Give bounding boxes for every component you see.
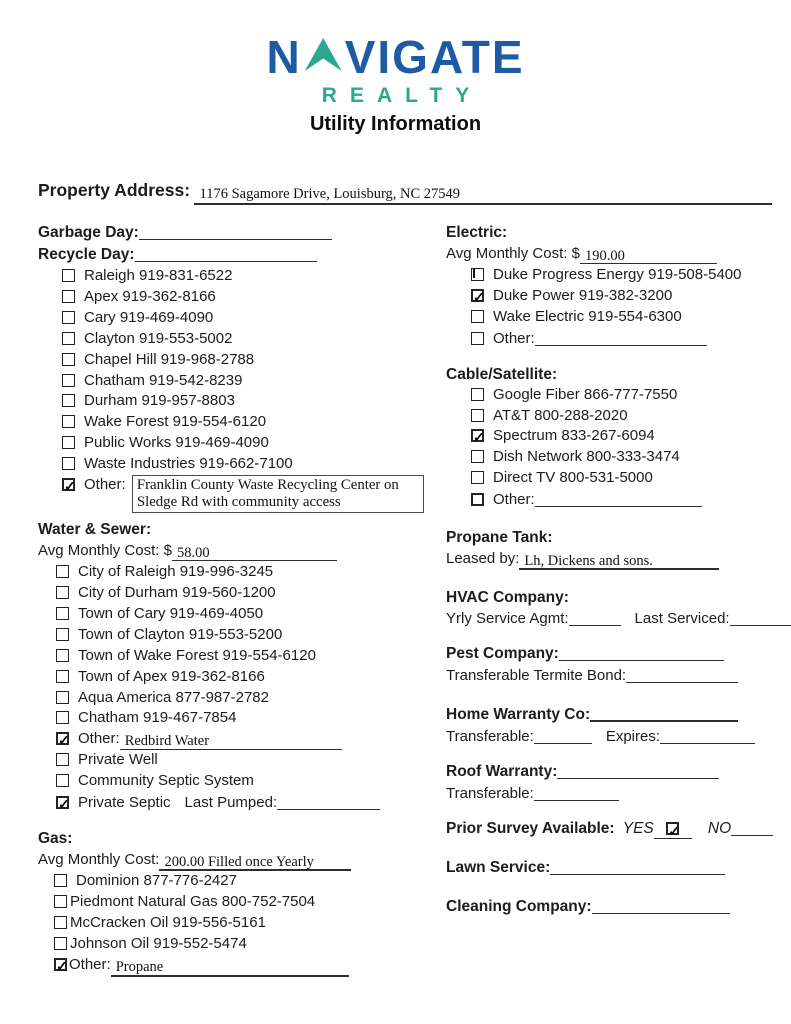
- recycle-day-field[interactable]: [135, 244, 317, 262]
- roof-transferable-label: Transferable:: [446, 785, 534, 803]
- checkbox-row: [62, 412, 440, 433]
- checkbox-row: [56, 583, 440, 604]
- navigate-logo: [0, 31, 791, 83]
- private-septic-row: [56, 792, 440, 814]
- checkbox-row: [62, 350, 440, 371]
- hw-expires-label: Expires:: [605, 728, 661, 746]
- option-label: Piedmont Natural Gas 800-752-7504: [70, 892, 316, 910]
- logo-arrow-icon: [305, 38, 342, 71]
- home-warranty-label: Home Warranty Co:: [446, 706, 591, 724]
- gas-cost-label: Avg Monthly Cost:: [38, 851, 160, 869]
- propane-heading: Propane Tank:: [446, 529, 553, 547]
- checkbox-row: [62, 266, 440, 287]
- water-cost-label: Avg Monthly Cost: $: [38, 542, 172, 560]
- checkbox-row: [56, 688, 440, 709]
- pest-company-row: [446, 643, 790, 665]
- checkbox-row: [62, 433, 440, 454]
- roof-warranty-label: Roof Warranty:: [446, 763, 558, 781]
- gas-other-value: Propane: [115, 958, 164, 975]
- property-address-row: [38, 180, 772, 205]
- water-cost-row: [38, 540, 440, 562]
- lawn-service-field[interactable]: [550, 857, 725, 875]
- water-other-checkbox[interactable]: [56, 732, 69, 745]
- option-label: Waste Industries 919-662-7100: [84, 455, 293, 473]
- checkbox-row: [56, 625, 440, 646]
- recycle-day-row: [38, 244, 440, 266]
- checkbox[interactable]: [62, 436, 75, 449]
- hvac-heading: HVAC Company:: [446, 589, 569, 607]
- water-sewer-heading: Water & Sewer:: [38, 521, 152, 539]
- electric-heading: Electric:: [446, 224, 508, 241]
- gas-other-row: [54, 955, 440, 977]
- checkbox-row: [62, 371, 440, 392]
- cleaning-company-row: [446, 896, 790, 918]
- roof-transferable-row: [446, 783, 790, 805]
- option-label: Spectrum 833-267-6094: [493, 427, 655, 445]
- garbage-other-value-line1: Franklin County Waste Recycling Center on: [136, 477, 399, 494]
- leased-by-value: Lh, Dickens and sons.: [524, 553, 653, 570]
- checkbox[interactable]: [56, 753, 69, 766]
- checkbox[interactable]: [54, 916, 67, 929]
- prior-survey-row: [446, 818, 790, 840]
- option-label: Town of Apex 919-362-8166: [78, 667, 265, 685]
- logo-realty-text: REALTY: [321, 84, 483, 107]
- water-other-row: [56, 729, 440, 750]
- checkbox[interactable]: [471, 471, 484, 484]
- garbage-other-checkbox[interactable]: [62, 478, 75, 491]
- water-cost-field[interactable]: [172, 543, 337, 561]
- option-label: Wake Electric 919-554-6300: [493, 307, 682, 325]
- gas-other-field[interactable]: [111, 958, 349, 977]
- left-column: [38, 222, 440, 977]
- checkbox[interactable]: [62, 353, 75, 366]
- checkbox[interactable]: [62, 415, 75, 428]
- home-warranty-fields-row: [446, 726, 790, 748]
- garbage-provider-list: [62, 266, 440, 513]
- water-other-field[interactable]: [120, 732, 342, 750]
- checkbox[interactable]: [56, 774, 69, 787]
- prior-survey-label: Prior Survey Available:: [446, 820, 615, 838]
- checkbox-row: [471, 447, 790, 468]
- pest-company-field[interactable]: [559, 643, 724, 661]
- option-label: Raleigh 919-831-6522: [84, 267, 233, 284]
- electric-other-label: Other:: [493, 329, 535, 347]
- checkbox-row: [471, 406, 790, 427]
- garbage-day-row: [38, 222, 440, 244]
- option-label: AT&T 800-288-2020: [493, 406, 628, 424]
- checkbox[interactable]: [56, 607, 69, 620]
- checkbox[interactable]: [62, 457, 75, 470]
- electric-other-row: [471, 328, 790, 350]
- checkbox[interactable]: [471, 388, 484, 401]
- option-label: Public Works 919-469-4090: [84, 434, 269, 452]
- checkbox-row: [471, 286, 790, 307]
- option-label: Aqua America 877-987-2782: [78, 688, 269, 706]
- gas-heading: Gas:: [38, 830, 73, 848]
- property-address-field[interactable]: [194, 186, 772, 205]
- water-provider-list: [56, 562, 440, 814]
- checkbox[interactable]: [62, 374, 75, 387]
- option-label: Duke Progress Energy 919-508-5400: [493, 266, 742, 283]
- cable-other-label: Other:: [493, 491, 535, 509]
- checkbox-row: [56, 750, 440, 771]
- termite-bond-row: [446, 665, 790, 687]
- survey-no-field[interactable]: [731, 818, 773, 836]
- logo-letter-n: N: [266, 31, 302, 83]
- gas-provider-list: [54, 871, 440, 977]
- checkbox[interactable]: [54, 874, 67, 887]
- option-label: City of Durham 919-560-1200: [78, 583, 276, 601]
- cable-heading: Cable/Satellite:: [446, 365, 558, 383]
- roof-transferable-field[interactable]: [534, 783, 619, 801]
- yrly-service-agmt-label: Yrly Service Agmt:: [446, 610, 569, 628]
- checkbox-row: [471, 307, 790, 328]
- option-label: Dominion 877-776-2427: [76, 872, 237, 890]
- gas-cost-row: [38, 849, 440, 871]
- checkbox-row: [62, 287, 440, 308]
- survey-yes-label: YES: [622, 820, 654, 838]
- option-label: Google Fiber 866-777-7550: [493, 385, 678, 403]
- lawn-service-row: [446, 857, 790, 879]
- home-warranty-field[interactable]: [590, 703, 738, 722]
- garbage-day-label: Garbage Day:: [38, 224, 139, 241]
- leased-by-field[interactable]: [519, 551, 719, 570]
- option-label: Community Septic System: [78, 772, 254, 790]
- checkbox[interactable]: [62, 394, 75, 407]
- electric-cost-field[interactable]: [580, 246, 717, 264]
- checkbox-row: [56, 604, 440, 625]
- water-other-value: Redbird Water: [124, 733, 210, 750]
- gas-other-label: Other:: [69, 955, 111, 973]
- water-cost-value: 58.00: [176, 545, 210, 562]
- checkbox[interactable]: [54, 895, 67, 908]
- right-column: [446, 222, 790, 918]
- option-label: McCracken Oil 919-556-5161: [70, 913, 266, 931]
- cleaning-company-field[interactable]: [592, 896, 730, 914]
- propane-leased-row: [446, 548, 790, 570]
- last-serviced-field[interactable]: [730, 608, 791, 626]
- survey-no-label: NO: [707, 820, 732, 838]
- checkbox[interactable]: [62, 332, 75, 345]
- checkbox-row: [56, 708, 440, 729]
- survey-yes-checkbox[interactable]: [666, 822, 679, 835]
- option-label: Town of Wake Forest 919-554-6120: [78, 646, 316, 664]
- checkbox[interactable]: [471, 268, 484, 281]
- cleaning-company-label: Cleaning Company:: [446, 898, 592, 916]
- checkbox[interactable]: [56, 628, 69, 641]
- roof-warranty-row: [446, 761, 790, 783]
- survey-yes-field[interactable]: [654, 821, 692, 839]
- checkbox[interactable]: [62, 290, 75, 303]
- garbage-other-value-box[interactable]: [132, 475, 424, 513]
- property-address-value: 1176 Sagamore Drive, Louisburg, NC 27549: [199, 186, 461, 202]
- checkbox[interactable]: [56, 565, 69, 578]
- cable-provider-list: [471, 385, 790, 511]
- cable-other-row: [471, 489, 790, 511]
- checkbox-row: [471, 385, 790, 406]
- checkbox[interactable]: [56, 691, 69, 704]
- hw-expires-field[interactable]: [660, 726, 755, 744]
- option-label: City of Raleigh 919-996-3245: [78, 563, 274, 581]
- option-label: Duke Power 919-382-3200: [493, 286, 673, 304]
- checkbox-row: [54, 934, 440, 955]
- yrly-service-agmt-field[interactable]: [569, 608, 621, 626]
- electric-cost-value: 190.00: [584, 248, 625, 264]
- cable-other-checkbox[interactable]: [471, 493, 484, 506]
- leased-by-label: Leased by:: [446, 550, 520, 568]
- checkbox-row: [56, 771, 440, 792]
- option-label: Town of Clayton 919-553-5200: [78, 625, 283, 643]
- electric-cost-row: [446, 243, 790, 265]
- option-label: Durham 919-957-8803: [84, 392, 235, 410]
- electric-provider-list: [471, 265, 790, 350]
- option-label: Apex 919-362-8166: [84, 287, 216, 305]
- lawn-service-label: Lawn Service:: [446, 859, 551, 877]
- logo-letters-vigate: VIGATE: [344, 31, 525, 83]
- checkbox-row: [62, 391, 440, 412]
- hvac-fields-row: [446, 608, 790, 630]
- checkbox-row: [62, 308, 440, 329]
- checkbox-row: [54, 892, 440, 913]
- option-label: Chatham 919-542-8239: [84, 371, 243, 389]
- option-label: Town of Cary 919-469-4050: [78, 604, 264, 622]
- header: [0, 31, 791, 136]
- checkbox[interactable]: [56, 670, 69, 683]
- option-label: Cary 919-469-4090: [84, 308, 214, 326]
- option-label: Clayton 919-553-5002: [84, 329, 233, 347]
- checkbox[interactable]: [62, 269, 75, 282]
- last-pumped-label: Last Pumped:: [184, 794, 278, 812]
- option-label: Dish Network 800-333-3474: [493, 448, 680, 466]
- checkbox[interactable]: [471, 310, 484, 323]
- recycle-day-label: Recycle Day:: [38, 246, 135, 263]
- cable-other-field[interactable]: [535, 489, 702, 507]
- roof-warranty-field[interactable]: [557, 761, 719, 779]
- checkbox-row: [54, 871, 440, 892]
- gas-cost-field[interactable]: [159, 852, 351, 871]
- water-other-label: Other:: [78, 730, 120, 748]
- electric-other-field[interactable]: [535, 328, 707, 346]
- option-label: Chapel Hill 919-968-2788: [84, 350, 255, 368]
- gas-cost-value: 200.00 Filled once Yearly: [164, 854, 314, 871]
- checkbox[interactable]: [62, 311, 75, 324]
- private-septic-label: Private Septic: [78, 794, 171, 812]
- option-label: Private Well: [78, 751, 158, 769]
- termite-bond-label: Transferable Termite Bond:: [446, 667, 627, 685]
- checkbox-row: [62, 329, 440, 350]
- checkbox-row: [471, 265, 790, 286]
- termite-bond-field[interactable]: [626, 665, 738, 683]
- checkbox-row: [62, 454, 440, 475]
- garbage-other-row: [62, 475, 440, 513]
- garbage-other-label: Other:: [84, 476, 126, 494]
- private-septic-checkbox[interactable]: [56, 796, 69, 809]
- checkbox[interactable]: [471, 289, 484, 302]
- checkbox[interactable]: [471, 429, 484, 442]
- electric-cost-label: Avg Monthly Cost: $: [446, 245, 580, 262]
- checkbox[interactable]: [56, 649, 69, 662]
- checkbox[interactable]: [56, 711, 69, 724]
- electric-other-checkbox[interactable]: [471, 332, 484, 345]
- gas-other-checkbox[interactable]: [54, 958, 67, 971]
- page-title: Utility Information: [309, 113, 482, 135]
- hw-transferable-label: Transferable:: [446, 728, 534, 746]
- property-address-label: Property Address:: [38, 180, 191, 200]
- checkbox[interactable]: [54, 937, 67, 950]
- garbage-day-field[interactable]: [139, 222, 332, 240]
- checkbox-row: [471, 426, 790, 447]
- checkbox[interactable]: [471, 450, 484, 463]
- option-label: Chatham 919-467-7854: [78, 709, 237, 727]
- home-warranty-row: [446, 703, 790, 726]
- checkbox-row: [56, 646, 440, 667]
- checkbox[interactable]: [56, 586, 69, 599]
- garbage-other-value-line2: Sledge Rd with community access: [136, 493, 341, 510]
- checkbox-row: [54, 913, 440, 934]
- last-serviced-label: Last Serviced:: [634, 610, 730, 628]
- hw-transferable-field[interactable]: [534, 726, 592, 744]
- last-pumped-field[interactable]: [277, 792, 380, 810]
- checkbox[interactable]: [471, 409, 484, 422]
- checkbox-row: [471, 468, 790, 489]
- option-label: Johnson Oil 919-552-5474: [70, 934, 247, 952]
- checkbox-row: [56, 562, 440, 583]
- checkbox-row: [56, 667, 440, 688]
- option-label: Direct TV 800-531-5000: [493, 469, 653, 487]
- pest-company-label: Pest Company:: [446, 645, 559, 663]
- option-label: Wake Forest 919-554-6120: [84, 413, 267, 431]
